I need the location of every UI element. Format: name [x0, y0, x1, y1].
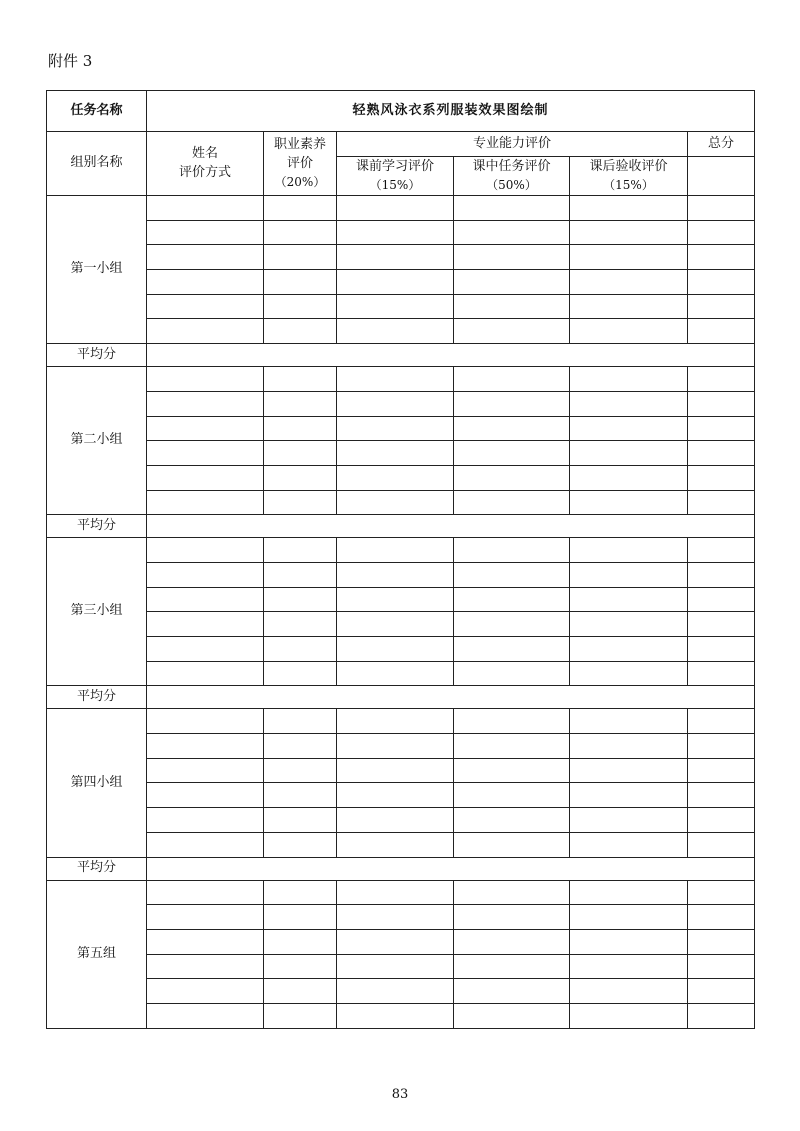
table-row [47, 391, 755, 416]
score-cell[interactable] [454, 880, 570, 905]
score-cell[interactable] [454, 490, 570, 515]
score-cell[interactable] [264, 490, 337, 515]
table-row [47, 220, 755, 245]
score-cell[interactable] [570, 416, 688, 441]
table-row [47, 319, 755, 344]
evaluation-table [46, 90, 755, 1029]
score-cell[interactable] [337, 612, 454, 637]
score-cell[interactable] [147, 270, 264, 295]
score-cell[interactable] [570, 880, 688, 905]
score-cell[interactable] [454, 416, 570, 441]
score-cell[interactable] [570, 1003, 688, 1028]
pre-class-weight: （15%） [369, 177, 421, 192]
table-row [47, 587, 755, 612]
score-cell[interactable] [688, 734, 755, 759]
post-class-weight: （15%） [603, 177, 654, 192]
score-cell[interactable] [147, 808, 264, 833]
score-cell[interactable] [147, 758, 264, 783]
average-value-cell[interactable] [147, 515, 755, 538]
task-name: 轻熟风泳衣系列服装效果图绘制 [147, 91, 755, 132]
post-class-header [570, 157, 688, 196]
score-cell[interactable] [688, 367, 755, 392]
score-cell[interactable] [264, 367, 337, 392]
table-row [47, 612, 755, 637]
score-cell[interactable] [688, 880, 755, 905]
score-cell[interactable] [454, 391, 570, 416]
table-row [47, 709, 755, 734]
table-row [47, 979, 755, 1004]
score-cell[interactable] [454, 637, 570, 662]
header-row-1 [47, 132, 755, 157]
score-cell[interactable] [570, 637, 688, 662]
score-cell[interactable] [264, 758, 337, 783]
score-cell[interactable] [337, 832, 454, 857]
score-cell[interactable] [454, 1003, 570, 1028]
score-cell[interactable] [570, 319, 688, 344]
score-cell[interactable] [454, 562, 570, 587]
table-row [47, 637, 755, 662]
score-cell[interactable] [454, 220, 570, 245]
score-cell[interactable] [454, 905, 570, 930]
score-cell[interactable] [264, 783, 337, 808]
table-row [47, 538, 755, 563]
score-cell[interactable] [337, 319, 454, 344]
score-cell[interactable] [454, 734, 570, 759]
professional-header-line1: 职业素养 [273, 136, 326, 152]
score-cell[interactable] [570, 808, 688, 833]
score-cell[interactable] [454, 367, 570, 392]
in-class-label: 课中任务评价 [472, 158, 551, 174]
score-cell[interactable] [147, 367, 264, 392]
score-cell[interactable] [454, 538, 570, 563]
score-cell[interactable] [688, 270, 755, 295]
score-cell[interactable] [454, 979, 570, 1004]
score-cell[interactable] [147, 294, 264, 319]
professional-weight: （20%） [274, 174, 326, 189]
score-cell[interactable] [570, 905, 688, 930]
score-cell[interactable] [147, 637, 264, 662]
score-cell[interactable] [264, 661, 337, 686]
score-cell[interactable] [570, 832, 688, 857]
average-value-cell[interactable] [147, 857, 755, 880]
average-value-cell[interactable] [147, 344, 755, 367]
score-cell[interactable] [337, 196, 454, 221]
score-cell[interactable] [147, 538, 264, 563]
in-class-weight: （50%） [486, 177, 537, 192]
score-cell[interactable] [147, 709, 264, 734]
score-cell[interactable] [147, 783, 264, 808]
score-cell[interactable] [688, 587, 755, 612]
task-row [47, 91, 755, 132]
score-cell[interactable] [688, 465, 755, 490]
ability-header: 专业能力评价 [337, 132, 688, 157]
score-cell[interactable] [688, 758, 755, 783]
score-cell[interactable] [688, 245, 755, 270]
score-cell[interactable] [337, 808, 454, 833]
table-row [47, 905, 755, 930]
page-number: 83 [391, 1087, 409, 1102]
score-cell[interactable] [454, 270, 570, 295]
score-cell[interactable] [337, 490, 454, 515]
score-cell[interactable] [688, 538, 755, 563]
score-cell[interactable] [147, 391, 264, 416]
score-cell[interactable] [147, 465, 264, 490]
score-cell[interactable] [147, 587, 264, 612]
score-cell[interactable] [337, 465, 454, 490]
method-header: 评价方式 [178, 164, 231, 180]
score-cell[interactable] [454, 783, 570, 808]
average-value-cell[interactable] [147, 686, 755, 709]
score-cell[interactable] [688, 319, 755, 344]
table-row [47, 562, 755, 587]
score-cell[interactable] [688, 441, 755, 466]
score-cell[interactable] [264, 905, 337, 930]
score-cell[interactable] [147, 734, 264, 759]
score-cell[interactable] [264, 832, 337, 857]
score-cell[interactable] [688, 979, 755, 1004]
score-cell[interactable] [264, 196, 337, 221]
score-cell[interactable] [264, 954, 337, 979]
table-row [47, 441, 755, 466]
score-cell[interactable] [337, 905, 454, 930]
score-cell[interactable] [264, 441, 337, 466]
score-cell[interactable] [570, 490, 688, 515]
score-cell[interactable] [264, 979, 337, 1004]
name-method-header [147, 132, 264, 196]
score-cell[interactable] [454, 294, 570, 319]
table-row [47, 465, 755, 490]
score-cell[interactable] [570, 391, 688, 416]
score-cell[interactable] [688, 808, 755, 833]
score-cell[interactable] [337, 929, 454, 954]
score-cell[interactable] [570, 441, 688, 466]
score-cell[interactable] [688, 416, 755, 441]
score-cell[interactable] [337, 538, 454, 563]
score-cell[interactable] [570, 587, 688, 612]
score-cell[interactable] [454, 441, 570, 466]
score-cell[interactable] [264, 294, 337, 319]
score-cell[interactable] [264, 562, 337, 587]
score-cell[interactable] [337, 979, 454, 1004]
score-cell[interactable] [264, 637, 337, 662]
group-name-cell: 第三小组 [47, 538, 147, 686]
group-name-cell: 第四小组 [47, 709, 147, 857]
score-cell[interactable] [570, 270, 688, 295]
score-cell[interactable] [570, 979, 688, 1004]
score-cell[interactable] [337, 734, 454, 759]
score-cell[interactable] [337, 954, 454, 979]
score-cell[interactable] [570, 367, 688, 392]
score-cell[interactable] [688, 905, 755, 930]
score-cell[interactable] [688, 220, 755, 245]
total-empty-header [688, 157, 755, 196]
score-cell[interactable] [264, 270, 337, 295]
score-cell[interactable] [570, 929, 688, 954]
score-cell[interactable] [688, 783, 755, 808]
group-name-cell: 第五组 [47, 880, 147, 1028]
score-cell[interactable] [454, 587, 570, 612]
group-name-header: 组别名称 [47, 132, 147, 196]
score-cell[interactable] [688, 709, 755, 734]
score-cell[interactable] [454, 808, 570, 833]
score-cell[interactable] [688, 1003, 755, 1028]
table-row [47, 783, 755, 808]
score-cell[interactable] [337, 783, 454, 808]
score-cell[interactable] [264, 1003, 337, 1028]
score-cell[interactable] [454, 709, 570, 734]
score-cell[interactable] [147, 954, 264, 979]
group-name-cell: 第一小组 [47, 196, 147, 344]
score-cell[interactable] [147, 905, 264, 930]
score-cell[interactable] [570, 661, 688, 686]
score-cell[interactable] [264, 880, 337, 905]
professional-header [264, 132, 337, 196]
score-cell[interactable] [264, 220, 337, 245]
average-row [47, 515, 755, 538]
score-cell[interactable] [688, 196, 755, 221]
score-cell[interactable] [337, 270, 454, 295]
score-cell[interactable] [337, 709, 454, 734]
score-cell[interactable] [337, 294, 454, 319]
table-row [47, 808, 755, 833]
score-cell[interactable] [570, 783, 688, 808]
score-cell[interactable] [570, 220, 688, 245]
average-row [47, 344, 755, 367]
score-cell[interactable] [147, 441, 264, 466]
table-row [47, 196, 755, 221]
score-cell[interactable] [570, 612, 688, 637]
score-cell[interactable] [264, 734, 337, 759]
score-cell[interactable] [264, 709, 337, 734]
score-cell[interactable] [688, 391, 755, 416]
score-cell[interactable] [688, 929, 755, 954]
score-cell[interactable] [337, 1003, 454, 1028]
score-cell[interactable] [337, 880, 454, 905]
score-cell[interactable] [570, 538, 688, 563]
score-cell[interactable] [147, 245, 264, 270]
score-cell[interactable] [337, 441, 454, 466]
score-cell[interactable] [147, 979, 264, 1004]
score-cell[interactable] [454, 319, 570, 344]
average-label: 平均分 [47, 857, 147, 880]
score-cell[interactable] [147, 220, 264, 245]
score-cell[interactable] [570, 734, 688, 759]
average-label: 平均分 [47, 686, 147, 709]
score-cell[interactable] [570, 758, 688, 783]
score-cell[interactable] [688, 562, 755, 587]
score-cell[interactable] [688, 612, 755, 637]
score-cell[interactable] [570, 954, 688, 979]
average-row [47, 857, 755, 880]
name-header: 姓名 [191, 145, 218, 161]
score-cell[interactable] [264, 587, 337, 612]
score-cell[interactable] [264, 929, 337, 954]
task-label: 任务名称 [47, 91, 147, 132]
average-label: 平均分 [47, 515, 147, 538]
score-cell[interactable] [570, 245, 688, 270]
score-cell[interactable] [264, 612, 337, 637]
table-row [47, 832, 755, 857]
score-cell[interactable] [264, 808, 337, 833]
table-row [47, 490, 755, 515]
score-cell[interactable] [688, 954, 755, 979]
score-cell[interactable] [147, 832, 264, 857]
in-class-header [454, 157, 570, 196]
score-cell[interactable] [147, 929, 264, 954]
score-cell[interactable] [337, 562, 454, 587]
score-cell[interactable] [570, 294, 688, 319]
score-cell[interactable] [454, 832, 570, 857]
score-cell[interactable] [337, 245, 454, 270]
attachment-label: 附件 3 [48, 52, 93, 70]
table-row [47, 661, 755, 686]
score-cell[interactable] [688, 832, 755, 857]
table-row [47, 1003, 755, 1028]
score-cell[interactable] [688, 490, 755, 515]
pre-class-header [337, 157, 454, 196]
score-cell[interactable] [454, 929, 570, 954]
total-header: 总分 [688, 132, 755, 157]
score-cell[interactable] [454, 661, 570, 686]
score-cell[interactable] [337, 416, 454, 441]
table-row [47, 734, 755, 759]
score-cell[interactable] [688, 637, 755, 662]
score-cell[interactable] [570, 709, 688, 734]
average-row [47, 686, 755, 709]
score-cell[interactable] [264, 391, 337, 416]
table-row [47, 929, 755, 954]
score-cell[interactable] [147, 196, 264, 221]
score-cell[interactable] [454, 245, 570, 270]
score-cell[interactable] [337, 391, 454, 416]
score-cell[interactable] [264, 538, 337, 563]
score-cell[interactable] [264, 245, 337, 270]
score-cell[interactable] [264, 416, 337, 441]
score-cell[interactable] [147, 1003, 264, 1028]
score-cell[interactable] [688, 661, 755, 686]
score-cell[interactable] [147, 490, 264, 515]
table-row [47, 294, 755, 319]
score-cell[interactable] [570, 196, 688, 221]
table-row [47, 270, 755, 295]
score-cell[interactable] [337, 758, 454, 783]
score-cell[interactable] [147, 612, 264, 637]
score-cell[interactable] [337, 587, 454, 612]
table-row [47, 758, 755, 783]
score-cell[interactable] [454, 196, 570, 221]
post-class-label: 课后验收评价 [589, 158, 668, 174]
professional-header-line2: 评价 [286, 155, 313, 171]
score-cell[interactable] [147, 661, 264, 686]
score-cell[interactable] [337, 661, 454, 686]
score-cell[interactable] [337, 367, 454, 392]
table-row [47, 367, 755, 392]
table-row [47, 880, 755, 905]
table-row [47, 416, 755, 441]
score-cell[interactable] [147, 319, 264, 344]
score-cell[interactable] [147, 562, 264, 587]
score-cell[interactable] [337, 220, 454, 245]
pre-class-label: 课前学习评价 [355, 158, 434, 174]
score-cell[interactable] [570, 465, 688, 490]
group-name-cell: 第二小组 [47, 367, 147, 515]
score-cell[interactable] [337, 637, 454, 662]
score-cell[interactable] [147, 880, 264, 905]
score-cell[interactable] [454, 954, 570, 979]
score-cell[interactable] [264, 465, 337, 490]
score-cell[interactable] [264, 319, 337, 344]
table-row [47, 245, 755, 270]
score-cell[interactable] [147, 416, 264, 441]
score-cell[interactable] [688, 294, 755, 319]
score-cell[interactable] [570, 562, 688, 587]
score-cell[interactable] [454, 465, 570, 490]
table-row [47, 954, 755, 979]
score-cell[interactable] [454, 612, 570, 637]
score-cell[interactable] [454, 758, 570, 783]
average-label: 平均分 [47, 344, 147, 367]
